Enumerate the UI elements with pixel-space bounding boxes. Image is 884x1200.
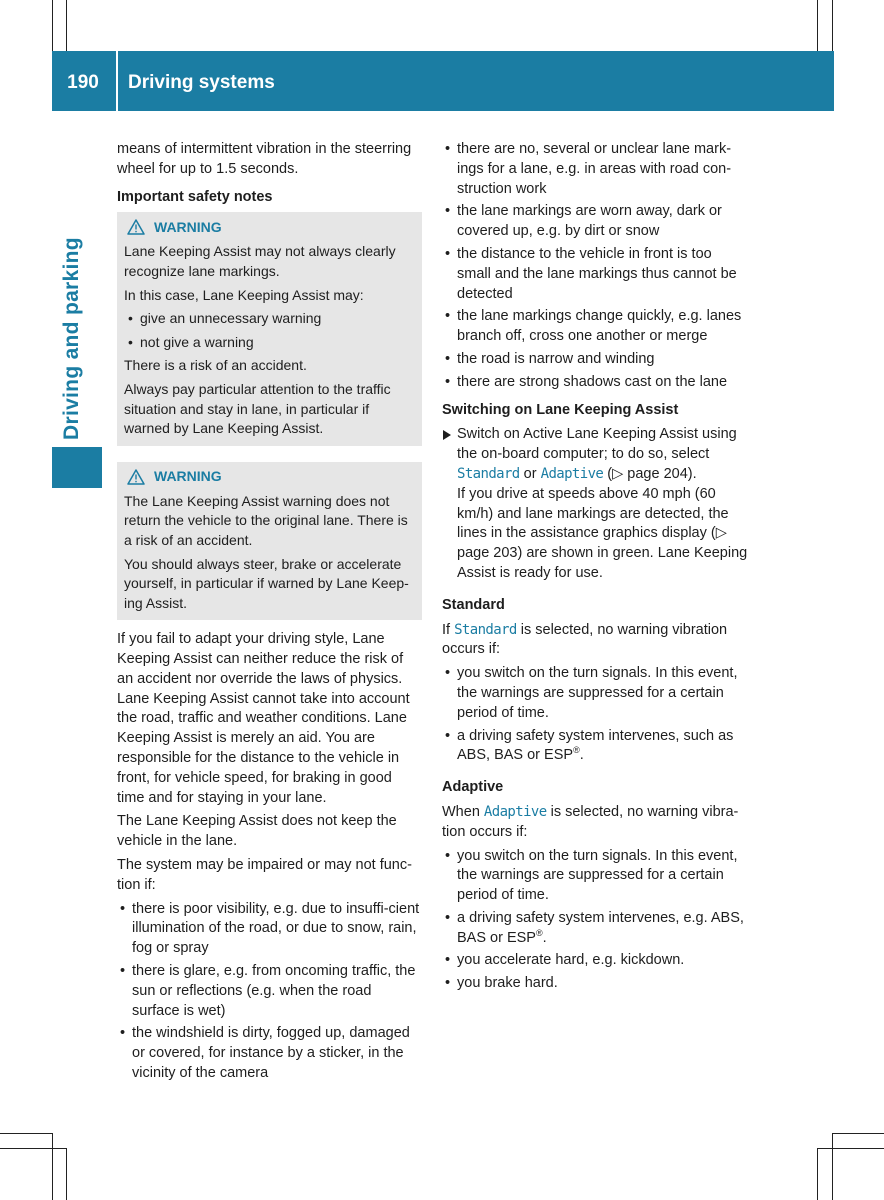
list-item: • not give a warning: [124, 333, 414, 353]
bullet-list: [442, 140, 748, 393]
bullet-list: [442, 664, 748, 766]
crop-mark: [66, 0, 67, 51]
list-item-period: .: [542, 929, 547, 946]
section-side-tab: [52, 447, 102, 488]
crop-mark: [52, 1133, 53, 1200]
step-text: or: [523, 465, 537, 482]
warning-text: Lane Keeping Assist may not always clearly recognize lane markings.: [124, 243, 396, 279]
crop-mark: [817, 1148, 884, 1149]
crop-mark: [817, 0, 818, 51]
crop-mark: [0, 1133, 52, 1134]
page-reference: (▷ page 204).: [607, 465, 697, 482]
warning-text: The Lane Keeping Assist warning does not return the vehicle to the original lane. There is a risk of an accident.: [124, 492, 408, 548]
list-item: • there are no, several or unclear lane mark-ings for a lane, e.g. in areas with road con-struction work: [442, 140, 748, 199]
crop-mark: [52, 0, 53, 51]
body-paragraph: [442, 621, 748, 661]
crop-mark: [0, 1148, 66, 1149]
warning-triangle-icon: [127, 219, 145, 235]
list-item: [442, 909, 748, 949]
warning-label: WARNING: [154, 218, 222, 235]
body-paragraph: [442, 803, 748, 843]
switch-on-heading: Switching on Lane Keeping Assist: [442, 401, 679, 418]
warning-box: [117, 462, 422, 621]
page-number: 190: [67, 71, 99, 93]
body-paragraph: The Lane Keeping Assist does not keep the vehicle in the lane.: [117, 813, 397, 850]
registered-mark: ®: [573, 745, 580, 756]
list-item: • the lane markings are worn away, dark or covered up, e.g. by dirt or snow: [442, 202, 748, 242]
crop-mark: [832, 0, 833, 51]
list-item-text: a driving safety system intervenes, such as ABS, BAS or ESP: [457, 727, 734, 764]
body-text: When: [442, 803, 480, 820]
bullet-list: [442, 847, 748, 995]
list-item: • the road is narrow and winding: [442, 350, 748, 370]
warning-title: [124, 466, 414, 488]
list-item: • there is poor visibility, e.g. due to insuffi-cient illumination of the road, or due to snow, rain, fog or spray: [117, 900, 422, 959]
left-column: [117, 140, 422, 1088]
warning-text: You should always steer, brake or accelerate yourself, in particular if warned by Lane Keep-ing Assist.: [124, 555, 409, 611]
list-item-text: a driving safety system intervenes, e.g. ABS, BAS or ESP: [457, 909, 744, 946]
body-text: is selected, no warning vibra-tion occurs if:: [442, 803, 739, 840]
standard-heading: Standard: [442, 596, 505, 613]
body-text: If: [442, 621, 451, 638]
bullet-list: [117, 900, 422, 1084]
page-reference: (▷ page 203) are shown in green. Lane Keeping Assist is ready for use.: [457, 525, 748, 581]
menu-option-adaptive: Adaptive: [483, 803, 547, 820]
warning-triangle-icon: [127, 469, 145, 485]
warning-title: [124, 216, 414, 238]
list-item: • the distance to the vehicle in front is too small and the lane markings thus cannot be detected: [442, 245, 748, 304]
list-item: • there are strong shadows cast on the lane: [442, 373, 748, 393]
step-text: If you drive at speeds above 40 mph (60 km/h) and lane markings are detected, the lines in the assistance graphics display: [457, 485, 729, 542]
step-arrow-icon: [443, 430, 451, 440]
body-paragraph: If you fail to adapt your driving style, Lane Keeping Assist can neither reduce the risk of an accident nor override the laws of physics. Lane Keeping Assist cannot take into account the road, traffic and weather conditions. Lane Keeping Assist is merely an aid. You are responsible for the distance to the vehicle in front, for vehicle speed, for braking in good time and for staying in your lane.: [117, 631, 410, 806]
menu-option-adaptive: Adaptive: [540, 465, 604, 482]
crop-mark: [832, 1133, 833, 1200]
body-text: is selected, no warning vibration occurs if:: [442, 621, 728, 658]
crop-mark: [817, 1148, 818, 1200]
list-item: • the windshield is dirty, fogged up, damaged or covered, for instance by a sticker, in the vicinity of the camera: [117, 1024, 422, 1083]
list-item: • you brake hard.: [442, 974, 748, 994]
step-text: Switch on Active Lane Keeping Assist using the on-board computer; to do so, select: [457, 426, 737, 463]
section-side-label: Driving and parking: [60, 237, 83, 440]
warning-box: [117, 212, 422, 445]
crop-mark: [66, 1148, 67, 1200]
safety-heading: Important safety notes: [117, 188, 273, 205]
intro-paragraph: means of intermittent vibration in the steerring wheel for up to 1.5 seconds.: [117, 141, 412, 177]
header-divider: [116, 51, 118, 111]
right-column: [442, 140, 748, 998]
instruction-step: [442, 425, 748, 583]
warning-label: WARNING: [154, 467, 222, 484]
body-paragraph: The system may be impaired or may not func-tion if:: [117, 857, 412, 893]
menu-option-standard: Standard: [454, 621, 517, 638]
list-item: • you accelerate hard, e.g. kickdown.: [442, 951, 748, 971]
list-item: • you switch on the turn signals. In this event, the warnings are suppressed for a certain period of time.: [442, 847, 748, 906]
warning-text: There is a risk of an accident.: [124, 357, 307, 374]
list-item: • you switch on the turn signals. In this event, the warnings are suppressed for a certain period of time.: [442, 664, 748, 723]
warning-bullet-list: [124, 309, 414, 352]
menu-option-standard: Standard: [457, 465, 520, 482]
warning-text: Always pay particular attention to the traffic situation and stay in lane, in particular if warned by Lane Keeping Assist.: [124, 380, 391, 437]
page-title: Driving systems: [128, 71, 275, 93]
warning-text: In this case, Lane Keeping Assist may:: [124, 286, 364, 303]
list-item: • the lane markings change quickly, e.g. lanes branch off, cross one another or merge: [442, 307, 748, 347]
crop-mark: [832, 1133, 884, 1134]
list-item-period: .: [579, 747, 584, 764]
list-item: • give an unnecessary warning: [124, 309, 414, 329]
list-item: [442, 727, 748, 767]
registered-mark: ®: [535, 927, 543, 938]
adaptive-heading: Adaptive: [442, 779, 504, 796]
list-item: • there is glare, e.g. from oncoming traffic, the sun or reflections (e.g. when the road surface is wet): [117, 962, 422, 1021]
